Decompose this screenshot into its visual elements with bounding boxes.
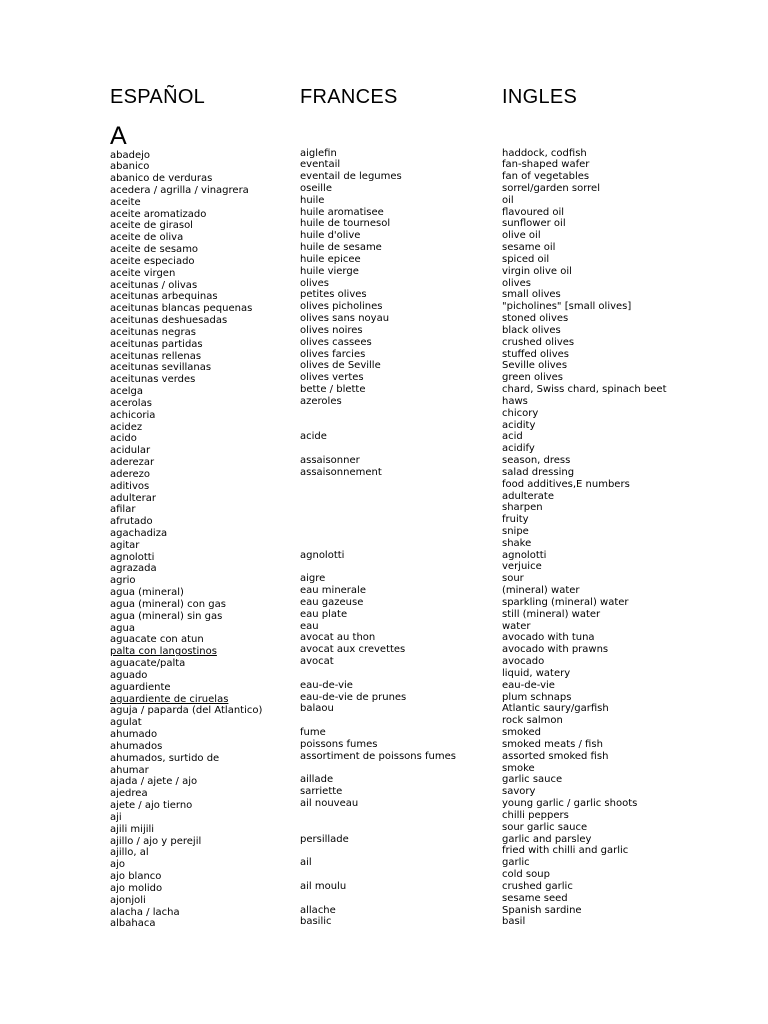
spanish-term: aguja / paparda (del Atlantico) <box>110 705 263 717</box>
table-row <box>110 303 710 315</box>
french-term: balaou <box>300 703 334 715</box>
table-row <box>110 490 710 505</box>
french-term: assaisonnement <box>300 466 382 478</box>
french-term: eau <box>300 620 319 632</box>
french-term: avocat <box>300 656 334 668</box>
english-term: olive oil <box>502 230 541 242</box>
table-row <box>110 809 710 824</box>
spanish-term: ajillo / ajo y perejil <box>110 835 202 847</box>
spanish-term: ahumar <box>110 764 149 776</box>
english-term: chilli peppers <box>502 809 569 821</box>
english-term: virgin olive oil <box>502 265 572 277</box>
table-row <box>110 194 710 209</box>
section-letter: A <box>110 122 127 150</box>
english-term: crushed olives <box>502 336 575 348</box>
spanish-term: alacha / lacha <box>110 906 180 918</box>
english-term: assorted smoked fish <box>502 750 609 762</box>
english-term: liquid, watery <box>502 667 571 679</box>
table-row <box>110 362 710 374</box>
spanish-term: albahaca <box>110 918 156 930</box>
french-term: petites olives <box>300 289 367 301</box>
english-term: plum schnaps <box>502 691 572 703</box>
french-term: aiglefin <box>300 147 337 159</box>
table-row <box>110 634 710 646</box>
spanish-term: aderezar <box>110 457 155 469</box>
table-row <box>110 516 710 528</box>
spanish-term: ajillo, al <box>110 847 149 859</box>
english-term: black olives <box>502 324 561 336</box>
spanish-term: ajonjoli <box>110 894 146 906</box>
french-term: huile <box>300 194 325 206</box>
spanish-term: aguacate con atun <box>110 634 204 646</box>
table-row <box>110 445 710 457</box>
english-term: adulterate <box>502 490 554 502</box>
spanish-term: acido <box>110 433 137 445</box>
spanish-term: aceite de girasol <box>110 220 193 232</box>
spanish-term: aguardiente de ciruelas <box>110 693 229 705</box>
french-term: allache <box>300 904 336 916</box>
glossary-table <box>110 147 710 931</box>
english-term: Atlantic saury/garfish <box>502 703 609 715</box>
french-term: eau plate <box>300 608 348 620</box>
spanish-term: acedera / agrilla / vinagrera <box>110 184 249 196</box>
spanish-term: aceitunas negras <box>110 326 196 338</box>
table-row <box>110 504 710 516</box>
spanish-term: aderezo <box>110 468 151 480</box>
table-row <box>110 253 710 268</box>
english-term: fruity <box>502 514 529 526</box>
table-row <box>110 776 710 788</box>
spanish-term: adulterar <box>110 492 157 504</box>
spanish-term: agua (mineral) con gas <box>110 598 226 610</box>
spanish-term: agrio <box>110 575 136 587</box>
spanish-term: agua (mineral) <box>110 587 184 599</box>
french-term: assaisonner <box>300 455 360 467</box>
table-row <box>110 324 710 339</box>
table-row <box>110 220 710 232</box>
english-term: small olives <box>502 289 561 301</box>
table-row <box>110 847 710 859</box>
table-row <box>110 679 710 694</box>
spanish-term: ahumado <box>110 729 158 741</box>
spanish-term: afrutado <box>110 516 153 528</box>
table-row <box>110 667 710 682</box>
english-term: sunflower oil <box>502 218 566 230</box>
english-term: garlic and parsley <box>502 833 592 845</box>
french-term: eventail <box>300 159 341 171</box>
spanish-term: acelga <box>110 386 144 398</box>
english-term: shake <box>502 537 532 549</box>
french-term: olives vertes <box>300 372 364 384</box>
english-term: food additives,E numbers <box>502 478 630 490</box>
french-term: eau-de-vie de prunes <box>300 691 407 703</box>
french-term: huile vierge <box>300 265 359 277</box>
english-term: eau-de-vie <box>502 679 555 691</box>
english-term: smoke <box>502 762 535 774</box>
french-term: azeroles <box>300 395 342 407</box>
table-row <box>110 147 710 162</box>
spanish-term: agua <box>110 622 135 634</box>
french-term: agnolotti <box>300 549 345 561</box>
spanish-term: aceite <box>110 196 141 208</box>
english-term: chard, Swiss chard, spinach beet <box>502 384 667 396</box>
spanish-term: achicoria <box>110 409 156 421</box>
spanish-term: aceitunas verdes <box>110 374 196 386</box>
table-row <box>110 729 710 741</box>
french-term: olives picholines <box>300 301 383 313</box>
english-term: acid <box>502 431 523 443</box>
french-term: eau-de-vie <box>300 679 353 691</box>
spanish-term: palta con langostinos <box>110 646 217 658</box>
french-term: ail moulu <box>300 880 347 892</box>
spanish-term: acidez <box>110 421 143 433</box>
spanish-term: aditivos <box>110 480 150 492</box>
spanish-term: ajedrea <box>110 788 148 800</box>
english-term: fried with chilli and garlic <box>502 845 629 857</box>
english-term: rock salmon <box>502 715 563 727</box>
table-row <box>110 173 710 185</box>
spanish-term: aceitunas blancas pequenas <box>110 303 253 315</box>
french-term: aillade <box>300 774 334 786</box>
english-term: haws <box>502 395 528 407</box>
table-row <box>110 265 710 280</box>
english-term: fan of vegetables <box>502 171 590 183</box>
spanish-term: ajo blanco <box>110 871 162 883</box>
english-term: snipe <box>502 526 529 537</box>
table-row <box>110 892 710 907</box>
table-row <box>110 395 710 410</box>
spanish-term: aceitunas sevillanas <box>110 362 212 374</box>
table-row <box>110 620 710 635</box>
spanish-term: acerolas <box>110 397 152 409</box>
french-term: huile de sesame <box>300 242 382 254</box>
table-row <box>110 871 710 883</box>
table-row <box>110 277 710 292</box>
spanish-term: agachadiza <box>110 528 168 539</box>
table-row <box>110 563 710 575</box>
spanish-term: aceitunas rellenas <box>110 350 202 362</box>
english-term: basil <box>502 916 526 928</box>
spanish-term: afilar <box>110 504 136 516</box>
english-term: agnolotti <box>502 549 547 561</box>
english-term: chicory <box>502 407 539 419</box>
column-header-frances: FRANCES <box>300 86 398 108</box>
table-row <box>110 608 710 623</box>
french-term: olives <box>300 277 329 289</box>
english-term: flavoured oil <box>502 206 565 218</box>
table-row <box>110 206 710 221</box>
french-term: eau gazeuse <box>300 596 364 608</box>
french-term: persillade <box>300 833 349 845</box>
english-term: garlic sauce <box>502 774 563 786</box>
english-term: salad dressing <box>502 466 575 478</box>
french-term: olives farcies <box>300 348 366 360</box>
english-term: sharpen <box>502 502 543 514</box>
english-term: sour garlic sauce <box>502 821 588 833</box>
table-row <box>110 161 710 173</box>
english-term: sesame seed <box>502 892 568 904</box>
table-row <box>110 596 710 611</box>
spanish-term: abanico <box>110 161 150 173</box>
spanish-term: aguacate/palta <box>110 658 186 670</box>
table-row <box>110 646 710 658</box>
french-term: aigre <box>300 573 326 585</box>
french-term: assortiment de poissons fumes <box>300 750 456 762</box>
english-term: young garlic / garlic shoots <box>502 798 638 810</box>
table-row <box>110 182 710 197</box>
english-term: acidify <box>502 443 535 455</box>
english-term: savory <box>502 786 536 798</box>
french-term: olives sans noyau <box>300 313 390 325</box>
english-term: avocado with prawns <box>502 644 609 656</box>
french-term: huile epicee <box>300 253 361 265</box>
table-row <box>110 821 710 836</box>
table-row <box>110 918 710 930</box>
english-term: Seville olives <box>502 360 568 372</box>
spanish-term: agrazada <box>110 563 157 575</box>
french-term: ail nouveau <box>300 798 359 810</box>
table-row <box>110 691 710 706</box>
table-row <box>110 904 710 919</box>
spanish-term: agnolotti <box>110 551 155 563</box>
english-term: spiced oil <box>502 253 550 265</box>
spanish-term: aceitunas deshuesadas <box>110 315 228 327</box>
french-term: avocat au thon <box>300 632 376 644</box>
spanish-term: ajo <box>110 859 126 871</box>
table-row <box>110 575 710 587</box>
english-term: stoned olives <box>502 313 569 325</box>
column-header-espanol: ESPAÑOL <box>110 86 206 108</box>
english-term: avocado <box>502 656 545 668</box>
english-term: fan-shaped wafer <box>502 159 590 171</box>
table-row <box>110 537 710 552</box>
french-term: olives cassees <box>300 336 372 348</box>
spanish-term: ahumados, surtido de <box>110 752 220 764</box>
english-term: smoked meats / fish <box>502 738 603 750</box>
spanish-term: agulat <box>110 717 142 729</box>
english-term: garlic <box>502 857 530 869</box>
table-row <box>110 457 710 469</box>
english-term: avocado with tuna <box>502 632 595 644</box>
spanish-term: aji <box>110 811 122 823</box>
english-term: smoked <box>502 727 542 739</box>
table-row <box>110 528 710 540</box>
french-term: huile d'olive <box>300 230 361 242</box>
english-term: stuffed olives <box>502 348 569 360</box>
spanish-term: agua (mineral) sin gas <box>110 610 223 622</box>
french-term: eau minerale <box>300 585 366 597</box>
english-term: sparkling (mineral) water <box>502 596 629 608</box>
spanish-term: ajo molido <box>110 882 163 894</box>
table-row <box>110 348 710 363</box>
french-term: oseille <box>300 182 332 194</box>
spanish-term: aceitunas partidas <box>110 338 203 350</box>
table-row <box>110 315 710 327</box>
spanish-term: ajili mijili <box>110 823 155 835</box>
french-term: huile aromatisee <box>300 206 384 218</box>
french-term: sarriette <box>300 786 343 798</box>
english-term: (mineral) water <box>502 585 580 597</box>
table-row <box>110 717 710 729</box>
table-row <box>110 800 710 812</box>
english-term: water <box>502 620 531 632</box>
english-term: Spanish sardine <box>502 904 582 916</box>
table-row <box>110 232 710 244</box>
spanish-term: aceite de oliva <box>110 232 184 244</box>
spanish-term: acidular <box>110 445 151 457</box>
spanish-term: aguado <box>110 669 148 681</box>
french-term: basilic <box>300 916 332 928</box>
french-term: acide <box>300 431 327 443</box>
english-term: still (mineral) water <box>502 608 601 620</box>
french-term: olives de Seville <box>300 360 381 372</box>
spanish-term: aceite de sesamo <box>110 244 199 256</box>
spanish-term: abadejo <box>110 149 150 161</box>
table-row <box>110 386 710 398</box>
spanish-term: aceitunas arbequinas <box>110 291 218 303</box>
table-row <box>110 859 710 871</box>
english-term: sesame oil <box>502 242 556 254</box>
english-term: crushed garlic <box>502 880 573 892</box>
french-term: olives noires <box>300 324 363 336</box>
english-term: acidity <box>502 419 536 431</box>
french-term: eventail de legumes <box>300 171 402 183</box>
spanish-term: aceite especiado <box>110 255 195 267</box>
table-row <box>110 750 710 765</box>
spanish-term: aceite virgen <box>110 267 176 279</box>
english-term: cold soup <box>502 869 550 881</box>
table-row <box>110 336 710 351</box>
spanish-term: agitar <box>110 539 140 551</box>
table-row <box>110 880 710 895</box>
english-term: verjuice <box>502 561 542 573</box>
spanish-term: ajada / ajete / ajo <box>110 776 198 788</box>
spanish-term: aguardiente <box>110 681 171 693</box>
spanish-term: aceitunas / olivas <box>110 279 198 291</box>
table-row <box>110 244 710 256</box>
spanish-term: aceite aromatizado <box>110 208 207 220</box>
table-row <box>110 705 710 717</box>
french-term: bette / blette <box>300 384 366 396</box>
table-row <box>110 419 710 434</box>
french-term: avocat aux crevettes <box>300 644 406 656</box>
column-header-ingles: INGLES <box>502 86 578 108</box>
english-term: sorrel/garden sorrel <box>502 182 600 194</box>
spanish-term: ajete / ajo tierno <box>110 800 193 812</box>
spanish-term: abanico de verduras <box>110 173 213 185</box>
english-term: oil <box>502 194 514 206</box>
table-row <box>110 658 710 670</box>
french-term: huile de tournesol <box>300 218 391 230</box>
french-term: ail <box>300 857 312 869</box>
english-term: sour <box>502 573 524 585</box>
table-row <box>110 478 710 493</box>
english-term: green olives <box>502 372 564 384</box>
table-row <box>110 762 710 777</box>
english-term: olives <box>502 277 531 289</box>
spanish-term: ahumados <box>110 740 163 752</box>
french-term: poissons fumes <box>300 738 378 750</box>
french-term: fume <box>300 727 326 739</box>
english-term: season, dress <box>502 455 571 467</box>
table-row <box>110 407 710 422</box>
table-row <box>110 433 710 445</box>
english-term: haddock, codfish <box>502 147 587 159</box>
table-row <box>110 549 710 564</box>
english-term: "picholines" [small olives] <box>502 301 632 313</box>
